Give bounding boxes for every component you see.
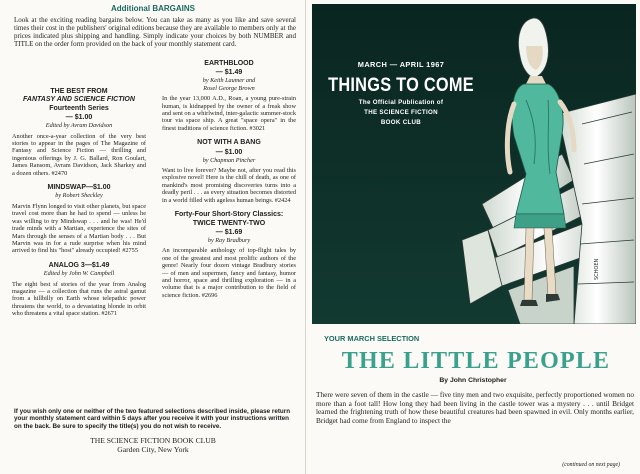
club-name: THE SCIENCE FICTION BOOK CLUB: [90, 436, 216, 445]
book-mindswap: [12, 184, 146, 255]
book-title: EARTHBLOOD: [204, 60, 254, 67]
book-price: — $1.00: [65, 114, 93, 122]
publisher-line: BOOK CLUB: [380, 119, 422, 126]
book-description: An incomparable anthology of top-flight tales by one of the greatest and most prolific authors of the genre! Nearly four dozen vintage Bradbury stories — of men and supermen, fancy and fantasy, humor and horror, space and thrilling exploration — in a volume that is a major contribution to the field of science fiction. #2696: [162, 247, 296, 299]
book-price: — $1.69: [215, 228, 243, 236]
book-title: Fourteenth Series: [49, 104, 109, 112]
book-title: TWICE TWENTY-TWO: [192, 219, 266, 227]
book-title: MINDSWAP—$1.00: [47, 184, 111, 192]
book-author: Rosel George Brown: [203, 84, 255, 92]
selection-title: THE LITTLE PEOPLE: [341, 348, 611, 374]
issue-date: MARCH — APRIL 1967: [357, 60, 445, 69]
book-author: by Keith Laumer and: [202, 77, 256, 85]
book-best-from-fsf: [12, 88, 146, 177]
left-panel: [0, 0, 306, 474]
publisher-line: THE SCIENCE FICTION: [364, 109, 438, 116]
book-author: by Ray Bradbury: [207, 236, 251, 244]
selection-excerpt: There were seven of them in the castle — five tiny men and two exquisite, perfectly proportioned women no more than a foot tall! How long they had been living in the castle tower was a mystery . . . until Bridget learned the frightening truth of how these beautiful creatures had been spawned in evil. Only months earlier, Bridget had come from England to inspect the: [316, 390, 634, 426]
book-title: THE BEST FROM: [50, 88, 108, 95]
continued-note: (continued on next page): [562, 462, 620, 468]
book-not-with-a-bang: [162, 139, 296, 204]
bargains-column-2: [162, 60, 296, 306]
bargains-column-1: [12, 88, 146, 325]
cover-artwork: [312, 4, 636, 324]
book-title: NOT WITH A BANG: [197, 139, 261, 147]
cover-illustration: [312, 4, 636, 324]
book-title: FANTASY AND SCIENCE FICTION: [23, 96, 135, 104]
book-title: Forty-Four Short-Story Classics:: [174, 211, 284, 219]
book-description: In the year 13,000 A.D., Roan, a young pure-strain human, is kidnapped by the owner of a freak show and sent on a whirlwind, inter-galactic summer-stock tour via space ship. A great "space opera" in the finest traditions of science fiction. #3021: [162, 95, 296, 132]
book-title: ANALOG 3—$1.49: [48, 261, 110, 269]
book-price: — $1.49: [215, 69, 243, 77]
artist-signature: SCHOEN: [594, 258, 600, 280]
book-author: by Chapman Pincher: [202, 156, 256, 164]
club-city: Garden City, New York: [117, 445, 189, 454]
selection-label: YOUR MARCH SELECTION: [324, 334, 420, 343]
book-author: Edited by Avram Davidson: [45, 122, 113, 130]
bargains-intro: Look at the exciting reading bargains below. You can take as many as you like and save several times their cost in the publishers' original editions because they are available to members only at the prices indicated plus shipping and handling. Simply indicate your choices by both NUMBER and TITLE on the order form provided on the back of your monthly statement card.: [14, 16, 296, 48]
book-author: by Robert Sheckley: [55, 192, 103, 200]
selection-byline: By John Christopher: [439, 377, 507, 384]
book-description: Marvin Flynn longed to visit other planets, but space travel cost more than he had to spend — unless he was willing to try Mindswap . . . and he was! He'd trade minds with a Martian, experience the sites of Mars through the senses of a Martian body . . . But Marvin was in for a rude surprise when his mind arrived to find his "host" already occupied! #2755: [12, 202, 146, 255]
magazine-title: THINGS TO COME: [328, 75, 474, 96]
cover-text-block: [316, 60, 486, 127]
book-price: — $1.00: [215, 148, 243, 156]
book-description: Want to live forever? Maybe not, after you read this explosive novel! Here is the chill of death, as one of mankind's most promising discoveries turns into a deadly peril . . . as every situation becomes distorted in a world filled with ageless human beings. #2424: [162, 167, 296, 204]
book-twice-twenty-two: [162, 211, 296, 299]
book-earthblood: [162, 60, 296, 132]
bargains-heading: Additional BARGAINS: [111, 4, 195, 13]
right-panel: [306, 0, 640, 474]
return-instructions: If you wish only one or neither of the two featured selections described inside, please return your monthly statement card within 5 days after you receive it with your instructions written on the back. Be sure to specify the title(s) you do not wish to receive.: [14, 408, 291, 430]
book-description: The eight best sf stories of the year from Analog magazine — a collection that runs the astral gamut from a hillbilly on Earth whose telepathic power threatens the world, to a devastating blonde in orbit who threatens a vital space station. #2671: [12, 280, 146, 318]
book-author: Edited by John W. Campbell: [43, 270, 115, 278]
publisher-line: The Official Publication of: [358, 99, 444, 106]
club-address: [0, 436, 306, 454]
book-analog-3: [12, 262, 146, 318]
book-description: Another once-a-year collection of the very best stories to appear in the pages of The Magazine of Fantasy and Science Fiction — thrilling and ingenious offerings by J. G. Ballard, Ron Goulart, James Ransom, Avram Davidson, Jack Sharkey and a dozen others. #2470: [12, 132, 146, 177]
